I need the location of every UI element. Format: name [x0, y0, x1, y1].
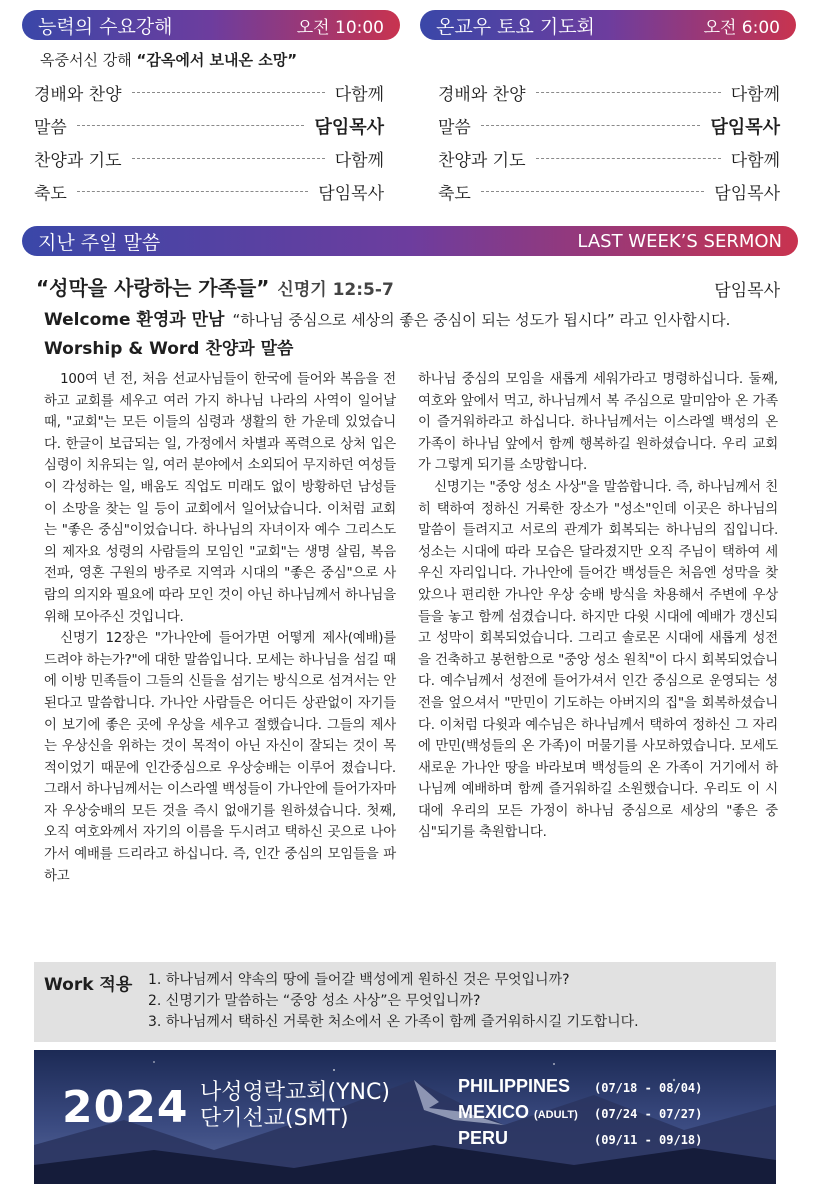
mission-banner: [34, 1050, 776, 1184]
sermon-paragraph: 신명기 12장은 "가나안에 들어가면 어떻게 제사(예배)를 드려야 하는가?"에 대한 말씀입니다. 모세는 하나님을 섬길 때에 이방 민족들이 그들의 신들을 섬기는 방식으로 섬겨서는 안된다고 말씀합니다. 가나안 사람들은 어디든 상관없이 자기들이 보기에 좋은 곳에 우상을 세우고 절했습니다. 그들의 제사는 우상신을 위하는 것이 목적이 아닌 자신이 잘되는 것이 목적이었기 때문에 인간중심으로 우상숭배는 이루어 졌습니다. 그래서 하나님께서는 이스라엘 백성들이 가나안에 들어가자마자 우상숭배의 모든 것을 즉시 없애기를 원하셨습니다. 첫째, 오직 여호와께서 자기의 이름을 두시려고 택하신 곳으로 나아가서 예배를 드리라고 하십니다. 즉, 인간 중심의 모임들을 파하고: [44, 631, 396, 884]
schedule-row: 경배와 찬양 다함께: [34, 85, 384, 105]
sermon-paragraph: 하나님 중심의 모임을 새롭게 세워가라고 명령하십니다. 둘째, 여호와 앞에서 먹고, 하나님께서 복 주심으로 말미암아 온 가족이 즐거워하라고 하십니다. 하나님께서는 이스라엘 백성의 온 가족이 하나님 앞에서 함께 행복하길 원하셨습니다. 우리 교회가 그렇게 되기를 소망합니다.: [418, 372, 778, 474]
lecture-subtitle: 옥중서신 강해 “감옥에서 보내온 소망”: [40, 51, 298, 69]
schedule-row: 찬양과 기도 다함께: [34, 151, 384, 171]
welcome-heading: Welcome 환영과 만남: [44, 310, 225, 330]
schedule-row: 축도 담임목사: [34, 184, 384, 204]
trip-dates: (09/11 - 09/18): [594, 1133, 703, 1147]
sermon-right-column: [418, 369, 778, 844]
saturday-schedule: [438, 76, 780, 208]
schedule-row: 축도 담임목사: [438, 184, 780, 204]
sermon-paragraph: 100여 년 전, 처음 선교사님들이 한국에 들어와 복음을 전하고 교회를 세우고 여러 가지 하나님 나라의 사역이 일어날 때, "교회"는 모든 이들의 심령과 생활의 한 가운데 있었습니다. 한글이 보급되는 일, 가정에서 차별과 폭력으로 상처 입은 심령이 치유되는 일, 여러 분야에서 소외되어 무지하던 여성들이 각성하는 일, 배움도 직업도 미래도 없이 방황하던 남성들이 소망을 찾는 일 등이 교회에서 일어났습니다. 이처럼 교회는 "좋은 중심"이었습니다. 하나님의 자녀이자 예수 그리스도의 제자요 성령의 사람들의 모임인 "교회"는 생명 살림, 복음 전파, 영혼 구원의 방주로 지역과 시대의 "좋은 중심"으로 사람의 의지와 필요에 따라 모인 것이 아닌 하나님께서 하나님을 위해 모아주신 것입니다.: [44, 372, 396, 625]
work-item: 1. 하나님께서 약속의 땅에 들어갈 백성에게 원하신 것은 무엇입니까?: [148, 972, 570, 988]
sermon-title: “성막을 사랑하는 가족들” 신명기 12:5-7: [36, 276, 394, 300]
wednesday-schedule: [34, 48, 384, 208]
saturday-prayer-bar: [420, 10, 796, 40]
work-application-box: [34, 962, 776, 1042]
work-list: [148, 970, 639, 1033]
wednesday-lecture-bar: [22, 10, 400, 40]
sermon-pastor: 담임목사: [714, 281, 780, 301]
trip-dates: (07/24 - 07/27): [594, 1107, 703, 1121]
wednesday-lecture-time: 오전 10:00: [296, 17, 384, 38]
trip-destination: PHILIPPINES: [458, 1076, 571, 1096]
sermon-paragraph: 신명기는 "중앙 성소 사상"을 말씀합니다. 즉, 하나님께서 친히 택하여 정하신 거룩한 장소가 "성소"인데 이곳은 하나님의 말씀이 들려지고 서로의 관계가 회복되는 하나님의 집입니다. 성소는 시대에 따라 모습은 달라졌지만 오직 주님이 택하여 세우신 자리입니다. 가나안에 들어간 백성들은 처음엔 성막을 찾았으나 편리한 가나안 우상 숭배 방식을 차용해서 주변에 우상들을 놓고 함께 섬겼습니다. 하지만 다윗 시대에 예배가 갱신되고 성막이 회복되었습니다. 그리고 솔로몬 시대에 새롭게 성전을 건축하고 봉헌함으로 "중앙 성소 원칙"이 다시 회복되었습니다. 예수님께서 성전에 들어가셔서 인간 중심으로 운영되는 성전을 엎으셔서 "만민이 기도하는 아버지의 집"을 회복하셨습니다. 이처럼 다윗과 예수님은 하나님께서 택하여 정하신 그 자리에 만민(백성들의 온 가족)이 머물기를 사모하였습니다. 모세도 새로운 가나안 땅을 바라보며 백성들의 온 가족이 거기에서 하나님께 예배하며 함께 즐거워하길 소원했습니다. 우리도 이 시대에 우리의 모든 가정이 하나님 중심으로 세상의 "좋은 중심"되기를 축원합니다.: [418, 479, 778, 841]
banner-year: 2024: [62, 1082, 189, 1133]
trip-destination: PERU: [458, 1128, 509, 1148]
schedule-row: 경배와 찬양 다함께: [438, 85, 780, 105]
trip-dates: (07/18 - 08/04): [594, 1081, 703, 1095]
trip-destination: MEXICO (ADULT): [458, 1102, 578, 1122]
scripture-reference: 신명기 12:5-7: [277, 280, 394, 300]
worship-heading: Worship & Word 찬양과 말씀: [44, 339, 294, 359]
schedule-row: 찬양과 기도 다함께: [438, 151, 780, 171]
sermon-bar-title: 지난 주일 말씀: [38, 231, 161, 254]
welcome-section: [44, 305, 730, 330]
schedule-row: 말씀 담임목사: [438, 116, 780, 138]
saturday-prayer-title: 온교우 토요 기도회: [436, 15, 595, 38]
schedule-row: 말씀 담임목사: [34, 116, 384, 138]
saturday-prayer-time: 오전 6:00: [703, 17, 780, 38]
banner-organization: 나성영락교회(YNC) 단기선교(SMT): [200, 1080, 390, 1131]
wednesday-lecture-title: 능력의 수요강해: [38, 15, 173, 38]
work-item: 2. 신명기가 말씀하는 “중앙 성소 사상”은 무엇입니까?: [148, 993, 481, 1009]
last-week-sermon-bar: [22, 226, 798, 256]
sermon-bar-subtitle: LAST WEEK’S SERMON: [577, 230, 782, 252]
welcome-text: “하나님 중심으로 세상의 좋은 중심이 되는 성도가 됩시다” 라고 인사합시다.: [232, 311, 731, 329]
work-item: 3. 하나님께서 택하신 거룩한 처소에서 온 가족이 함께 즐거워하시길 기도합니다.: [148, 1014, 639, 1030]
work-title: Work 적용: [44, 975, 133, 995]
sermon-left-column: [44, 369, 396, 887]
